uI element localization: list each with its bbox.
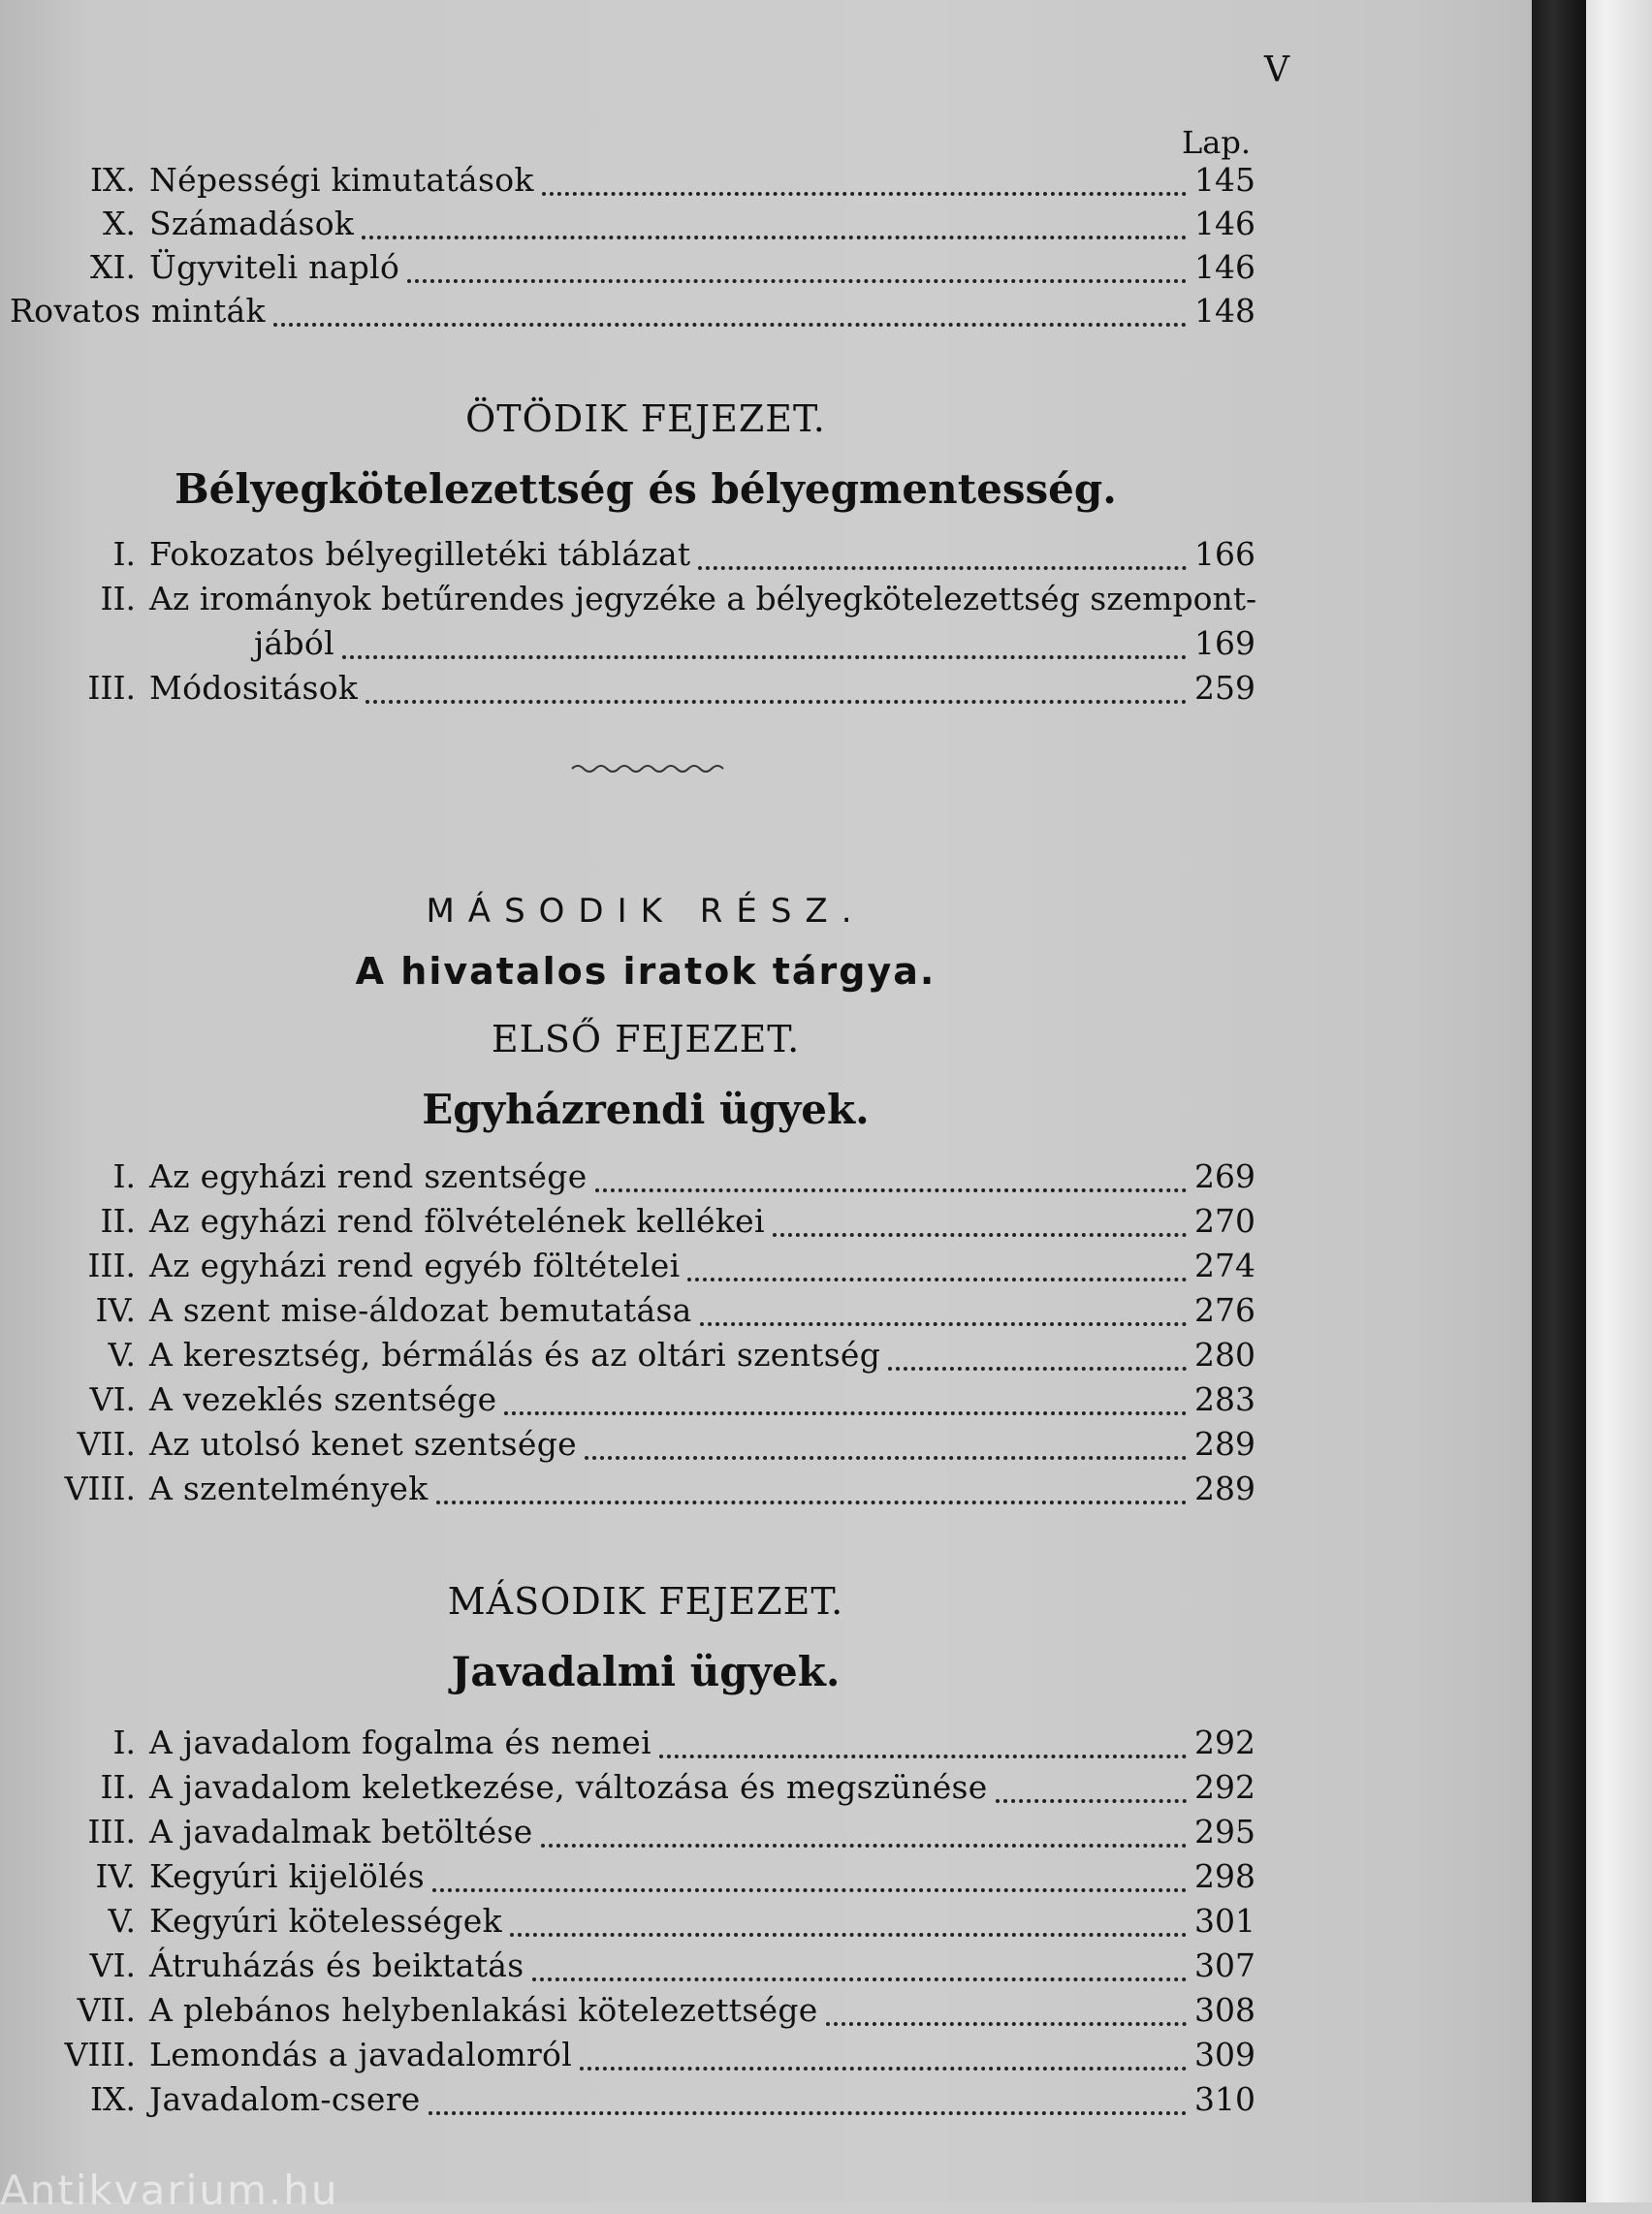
toc-entry — [39, 1202, 1253, 1245]
leader-dots — [436, 1501, 1187, 1504]
toc-entry — [39, 1336, 1253, 1378]
toc-entry — [39, 1724, 1253, 1766]
entry-number: IV. — [95, 1857, 136, 1895]
entry-number: I. — [112, 1724, 136, 1761]
entry-title: Az utolsó kenet szentsége — [149, 1425, 577, 1463]
entry-number: VI. — [89, 1380, 136, 1418]
entry-number: VII. — [77, 1991, 136, 2029]
entry-page: 301 — [1194, 1902, 1255, 1940]
entry-page: 308 — [1194, 1991, 1255, 2029]
entry-title: A javadalom keletkezése, változása és megszünése — [149, 1768, 988, 1806]
entry-page: 292 — [1194, 1724, 1255, 1761]
chapter-title: Egyházrendi ügyek. — [422, 1086, 870, 1133]
entry-number: XI. — [89, 248, 136, 286]
chapter-label: ELSŐ FEJEZET. — [491, 1018, 801, 1060]
entry-title: A szent mise-áldozat bemutatása — [149, 1291, 692, 1329]
toc-entry — [39, 205, 1253, 247]
toc-entry — [39, 1291, 1253, 1334]
toc-entry — [39, 248, 1253, 291]
toc-entry — [39, 161, 1253, 204]
leader-dots — [362, 236, 1187, 239]
entry-number: IX. — [89, 161, 136, 199]
entry-title: Kegyúri kijelölés — [149, 1857, 425, 1895]
entry-page: 289 — [1194, 1425, 1255, 1463]
leader-dots — [996, 1799, 1187, 1803]
entry-page: 295 — [1194, 1813, 1255, 1850]
entry-title: A szentelmények — [149, 1470, 429, 1507]
toc-entry-continuation — [39, 624, 1253, 667]
ornamental-divider — [570, 762, 725, 775]
entry-number: VI. — [89, 1946, 136, 1984]
entry-number: IV. — [95, 1291, 136, 1329]
leader-dots — [273, 323, 1187, 327]
toc-entry — [39, 1946, 1253, 1989]
chapter-title: Javadalmi ügyek. — [451, 1648, 841, 1695]
toc-entry — [39, 1902, 1253, 1945]
entry-title: Az egyházi rend egyéb föltételei — [149, 1247, 681, 1284]
entry-title: Kegyúri kötelességek — [149, 1902, 502, 1940]
leader-dots — [826, 2022, 1187, 2026]
leader-dots — [659, 1755, 1187, 1758]
entry-page: 289 — [1194, 1470, 1255, 1507]
leader-dots — [580, 2067, 1187, 2071]
entry-page: 270 — [1194, 1202, 1255, 1240]
entry-title: Lemondás a javadalomról — [149, 2036, 573, 2073]
entry-title: A plebános helybenlakási kötelezettsége — [149, 1991, 818, 2029]
toc-entry — [39, 669, 1253, 712]
toc-entry — [39, 1157, 1253, 1200]
entry-number: III. — [87, 1247, 136, 1284]
leader-dots — [541, 1844, 1187, 1848]
toc-entry — [39, 1247, 1253, 1289]
chapter-title: Bélyegkötelezettség és bélyegmentesség. — [175, 465, 1117, 513]
leader-dots — [687, 1278, 1187, 1281]
entry-page: 309 — [1194, 2036, 1255, 2073]
leader-dots — [888, 1367, 1187, 1371]
entry-number: III. — [87, 669, 136, 707]
entry-title: A javadalom fogalma és nemei — [149, 1724, 651, 1761]
chapter-label: ÖTÖDIK FEJEZET. — [465, 397, 826, 440]
watermark: Antikvarium.hu — [0, 2167, 339, 2214]
part-title: A hivatalos iratok tárgya. — [355, 950, 937, 993]
entry-title: Átruházás és beiktatás — [149, 1946, 524, 1984]
toc-entry — [39, 535, 1253, 578]
leader-dots — [698, 566, 1187, 570]
entry-page: 283 — [1194, 1380, 1255, 1418]
entry-number: VIII. — [64, 2036, 136, 2073]
toc-entry — [39, 2080, 1253, 2123]
entry-title-continuation: jából — [254, 624, 334, 662]
toc-entry — [39, 1991, 1253, 2034]
entry-number: V. — [108, 1336, 136, 1374]
entry-title: Rovatos minták — [10, 292, 266, 330]
toc-entry — [10, 292, 1253, 334]
leader-dots — [532, 1977, 1187, 1981]
entry-number: X. — [103, 205, 136, 242]
entry-number: I. — [112, 1157, 136, 1195]
leader-dots — [504, 1411, 1187, 1415]
leader-dots — [429, 2111, 1187, 2115]
entry-page: 310 — [1194, 2080, 1255, 2118]
entry-title: Népességi kimutatások — [149, 161, 534, 199]
entry-page: 166 — [1194, 535, 1255, 573]
entry-number: II. — [100, 1202, 136, 1240]
entry-title: Számadások — [149, 205, 355, 242]
leader-dots — [542, 192, 1187, 196]
entry-page: 307 — [1194, 1946, 1255, 1984]
entry-page: 146 — [1194, 205, 1255, 242]
entry-number: V. — [108, 1902, 136, 1940]
entry-title: Módositások — [149, 669, 359, 707]
entry-number: IX. — [89, 2080, 136, 2118]
leader-dots — [365, 700, 1187, 704]
page-column-label: Lap. — [1182, 124, 1251, 161]
book-binding — [1532, 0, 1586, 2202]
entry-title: Ügyviteli napló — [149, 248, 400, 286]
leader-dots — [510, 1933, 1187, 1937]
toc-entry — [39, 1425, 1253, 1468]
entry-title: Fokozatos bélyegilletéki táblázat — [149, 535, 691, 573]
leader-dots — [432, 1888, 1187, 1892]
entry-page: 259 — [1194, 669, 1255, 707]
leader-dots — [700, 1322, 1187, 1326]
toc-entry — [39, 1380, 1253, 1423]
toc-entry-first-line — [39, 580, 1257, 617]
entry-title: A vezeklés szentsége — [149, 1380, 497, 1418]
leader-dots — [407, 279, 1187, 283]
entry-number: VIII. — [64, 1470, 136, 1507]
entry-number: VII. — [77, 1425, 136, 1463]
entry-page: 146 — [1194, 248, 1255, 286]
entry-title: Az irományok betűrendes jegyzéke a bélyegkötelezettség szempont- — [149, 580, 1257, 617]
leader-dots — [585, 1456, 1187, 1460]
leader-dots — [773, 1233, 1187, 1237]
entry-page: 292 — [1194, 1768, 1255, 1806]
page-number: V — [1264, 50, 1289, 90]
part-label: MÁSODIK RÉSZ. — [426, 892, 866, 931]
toc-entry — [39, 1813, 1253, 1855]
entry-page: 274 — [1194, 1247, 1255, 1284]
entry-number: II. — [100, 1768, 136, 1806]
chapter-label: MÁSODIK FEJEZET. — [447, 1580, 844, 1623]
toc-entry — [39, 1768, 1253, 1811]
entry-number: II. — [100, 580, 136, 617]
entry-page: 145 — [1194, 161, 1255, 199]
entry-title: A keresztség, bérmálás és az oltári szentség — [149, 1336, 881, 1374]
entry-number: I. — [112, 535, 136, 573]
toc-entry — [39, 1857, 1253, 1900]
leader-dots — [342, 655, 1187, 659]
entry-number: III. — [87, 1813, 136, 1850]
entry-title: Az egyházi rend szentsége — [149, 1157, 588, 1195]
entry-page: 280 — [1194, 1336, 1255, 1374]
entry-title: Az egyházi rend fölvételének kellékei — [149, 1202, 765, 1240]
entry-title: A javadalmak betöltése — [149, 1813, 533, 1850]
entry-page: 269 — [1194, 1157, 1255, 1195]
entry-page: 276 — [1194, 1291, 1255, 1329]
toc-entry — [39, 2036, 1253, 2078]
entry-title: Javadalom-csere — [149, 2080, 421, 2118]
page-edge — [1586, 0, 1652, 2202]
entry-page: 169 — [1194, 624, 1255, 662]
entry-page: 148 — [1194, 292, 1255, 330]
toc-entry — [39, 1470, 1253, 1512]
leader-dots — [595, 1188, 1187, 1192]
entry-page: 298 — [1194, 1857, 1255, 1895]
